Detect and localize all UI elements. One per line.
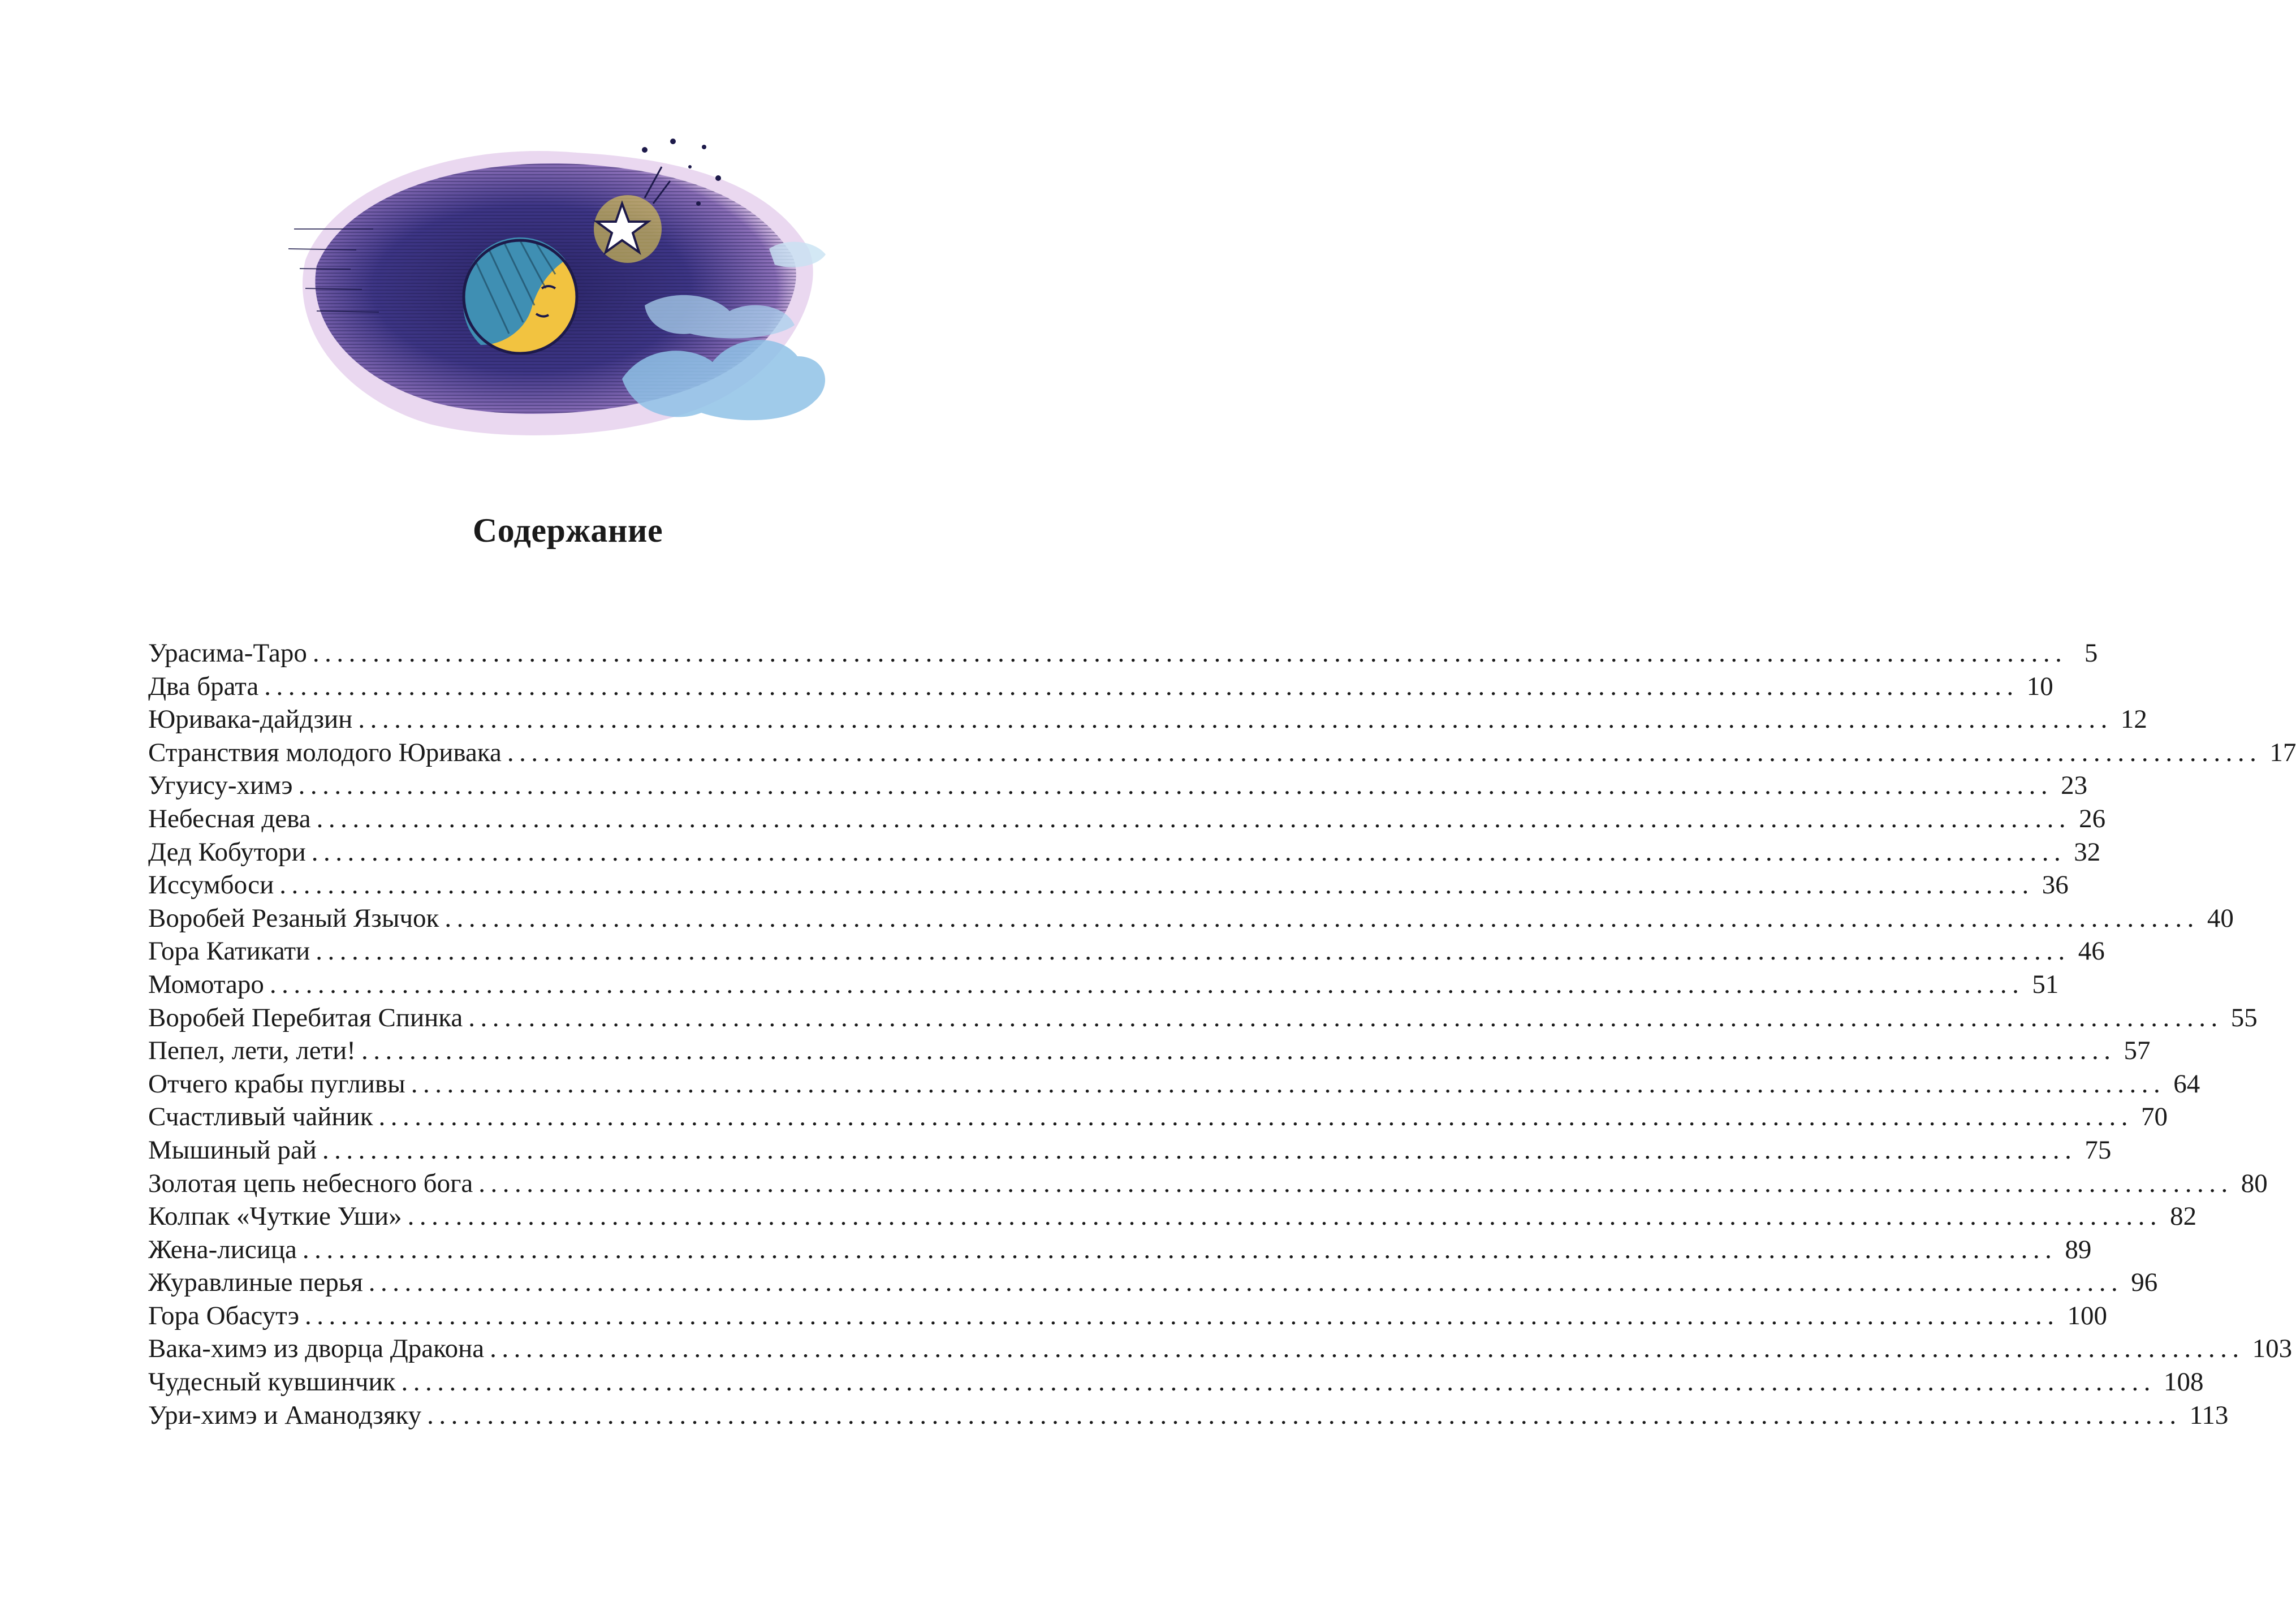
toc-leader-dots: .................................................................................................................................................. [311,837,2066,867]
toc-entry[interactable] [148,1100,2168,1134]
toc-entry-page: 40 [2207,903,2234,933]
toc-leader-dots: .................................................................................................................................................. [478,1168,2233,1198]
toc-entry[interactable] [148,1167,2268,1200]
toc-entry-page: 12 [2120,705,2147,734]
toc-entry[interactable] [148,836,2101,869]
toc-entry-title: Вака-химэ из дворца Дракона [148,1334,485,1364]
toc-entry-page: 113 [2189,1400,2229,1430]
toc-entry[interactable] [148,1399,2229,1432]
toc-entry-title: Гора Катикати [148,936,310,966]
toc-entry[interactable] [148,869,2069,902]
toc-entry[interactable] [148,935,2105,968]
night-sky-moon-star-icon [283,119,837,469]
toc-entry-title: Юривака-дайдзин [148,705,353,734]
toc-entry-title: Отчего крабы пугливы [148,1069,405,1099]
toc-entry[interactable] [148,1266,2158,1299]
toc-leader-dots: .................................................................................................................................................. [427,1400,2182,1430]
toc-entry-page: 57 [2124,1036,2151,1066]
toc-entry-page: 64 [2173,1069,2200,1099]
toc-entry-title: Счастливый чайник [148,1102,373,1132]
toc-entry-page: 32 [2074,837,2101,867]
toc-leader-dots: .................................................................................................................................................. [302,1234,2057,1264]
toc-entry[interactable] [148,1200,2197,1233]
toc-entry-page: 55 [2230,1003,2258,1032]
toc-entry-title: Колпак «Чуткие Уши» [148,1202,402,1232]
toc-leader-dots: .................................................................................................................................................. [269,969,2025,999]
toc-entry[interactable] [148,1134,2112,1167]
table-of-contents [148,637,2296,1432]
toc-entry-page: 108 [2164,1367,2204,1397]
toc-entry-title: Жена-лисица [148,1234,297,1264]
toc-leader-dots: .................................................................................................................................................. [361,1036,2116,1066]
toc-leader-dots: .................................................................................................................................................. [407,1202,2163,1232]
toc-entry-title: Пепел, лети, лети! [148,1036,356,1066]
toc-entry-title: Воробей Резаный Язычок [148,903,439,933]
toc-entry-page: 23 [2061,771,2088,801]
toc-entry[interactable] [148,670,2053,703]
toc-entry-page: 46 [2078,936,2105,966]
toc-leader-dots: .................................................................................................................................................. [264,671,2019,701]
toc-entry-title: Чудесный кувшинчик [148,1367,396,1397]
toc-entry-page: 10 [2026,671,2053,701]
toc-leader-dots: .................................................................................................................................................. [322,1135,2077,1165]
toc-entry-page: 103 [2252,1334,2293,1364]
toc-entry-title: Иссумбоси [148,870,274,900]
toc-entry[interactable] [148,1366,2204,1399]
toc-entry-title: Ури-химэ и Аманодзяку [148,1400,422,1430]
toc-entry[interactable] [148,1068,2200,1101]
toc-entry-page: 100 [2067,1300,2107,1330]
toc-entry[interactable] [148,1034,2151,1068]
toc-leader-dots: .................................................................................................................................................. [298,771,2053,801]
toc-leader-dots: .................................................................................................................................................. [316,936,2070,966]
toc-leader-dots: .................................................................................................................................................. [368,1268,2124,1298]
night-sky-illustration [283,119,837,469]
toc-entry-page: 82 [2170,1202,2197,1232]
toc-entry-title: Журавлиные перья [148,1268,363,1298]
toc-entry-title: Два брата [148,671,259,701]
toc-entry-page: 17 [2269,737,2296,767]
toc-leader-dots: .................................................................................................................................................. [468,1003,2223,1032]
toc-entry-page: 80 [2241,1168,2268,1198]
toc-entry-title: Гора Обасутэ [148,1300,299,1330]
toc-entry[interactable] [148,703,2147,736]
toc-entry[interactable] [148,736,2296,770]
toc-entry-page: 96 [2131,1268,2158,1298]
toc-entry-page: 70 [2141,1102,2168,1132]
toc-entry-page: 89 [2065,1234,2092,1264]
toc-entry-title: Странствия молодого Юривака [148,737,502,767]
toc-leader-dots: .................................................................................................................................................. [411,1069,2166,1099]
toc-entry-page: 5 [2084,638,2098,668]
toc-entry-page: 26 [2079,803,2106,833]
toc-entry[interactable] [148,637,2098,670]
toc-entry-title: Дед Кобутори [148,837,306,867]
toc-leader-dots: .................................................................................................................................................. [378,1102,2134,1132]
toc-leader-dots: .................................................................................................................................................. [444,903,2199,933]
toc-entry-page: 75 [2084,1135,2112,1165]
toc-leader-dots: .................................................................................................................................................. [316,803,2071,833]
toc-entry[interactable] [148,802,2106,836]
toc-entry[interactable] [148,1233,2092,1267]
toc-leader-dots: .................................................................................................................................................. [312,638,2068,668]
toc-entry-title: Воробей Перебитая Спинка [148,1003,463,1032]
toc-leader-dots: .................................................................................................................................................. [305,1300,2060,1330]
toc-entry[interactable] [148,902,2234,935]
toc-entry-title: Момотаро [148,969,264,999]
toc-entry[interactable] [148,769,2088,802]
toc-entry-title: Золотая цепь небесного бога [148,1168,473,1198]
toc-leader-dots: .................................................................................................................................................. [279,870,2034,900]
toc-entry-page: 36 [2042,870,2069,900]
toc-leader-dots: .................................................................................................................................................. [401,1367,2156,1397]
toc-entry-title: Мышиный рай [148,1135,317,1165]
toc-entry[interactable] [148,1001,2258,1035]
toc-entry[interactable] [148,1299,2107,1333]
toc-leader-dots: .................................................................................................................................................. [358,705,2113,734]
toc-leader-dots: .................................................................................................................................................. [507,737,2262,767]
toc-entry-page: 51 [2032,969,2059,999]
toc-entry-title: Угуису-химэ [148,771,293,801]
toc-leader-dots: .................................................................................................................................................. [490,1334,2245,1364]
page-title: Содержание [472,512,663,550]
toc-entry[interactable] [148,1332,2293,1366]
toc-entry[interactable] [148,968,2059,1001]
toc-entry-title: Урасима-Таро [148,638,307,668]
toc-entry-title: Небесная дева [148,803,311,833]
